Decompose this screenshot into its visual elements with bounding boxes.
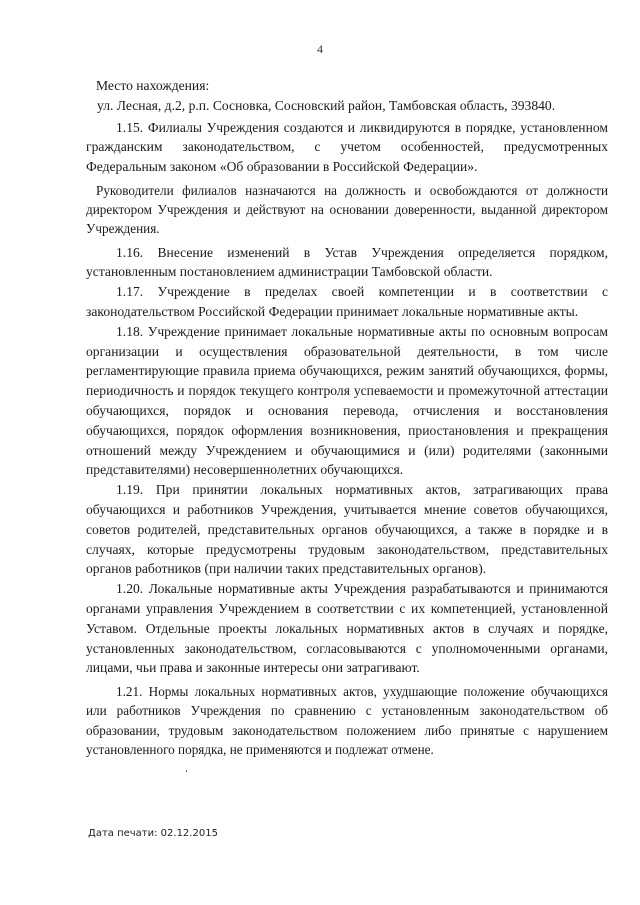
paragraph-1-18: 1.18. Учреждение принимает локальные нормативные акты по основным вопросам организации и осуществления образовательной деятельности, в том числе регламентирующие правила приема обучающихся, режим занятий обучающихся, формы, периодичность и порядок текущего контроля успеваемости и промежуточной аттестации обучающихся, порядок и основания перевода, отчисления и восстановления обучающихся, порядок оформления возникновения, приостановления и прекращения отношений между Учреждением и обучающимися и (или) родителями (законными представителями) несовершеннолетних обучающихся. [86,323,608,478]
scan-speck [186,770,187,772]
document-body [86,76,608,759]
paragraph-1-16: 1.16. Внесение изменений в Устав Учреждения определяется порядком, установленным постановлением администрации Тамбовской области. [86,244,608,280]
page-number: 4 [317,42,323,56]
paragraph-branch-heads: Руководители филиалов назначаются на должность и освобождаются от должности директором Учреждения и действуют на основании доверенности, выданной директором Учреждения. [86,182,608,237]
print-date-footer: Дата печати: 02.12.2015 [88,828,218,839]
paragraph-1-21: 1.21. Нормы локальных нормативных актов, ухудшающие положение обучающихся или работников Учреждения по сравнению с установленным законодательством об образовании, трудовым законодательством положением либо принятые с нарушением установленного порядка, не применяются и подлежат отмене. [86,684,608,757]
location-label: Место нахождения: [96,78,210,93]
paragraph-1-19: 1.19. При принятии локальных нормативных актов, затрагивающих права обучающихся и работников Учреждения, учитывается мнение советов обучающихся, советов родителей, представительных органов обучающихся, а также в порядке и в случаях, которые предусмотрены трудовым законодательством, представительных органов работников (при наличии таких представительных органов). [86,482,608,577]
address-text: ул. Лесная, д.2, р.п. Сосновка, Сосновский район, Тамбовская область, 393840. [97,97,556,113]
paragraph-1-17: 1.17. Учреждение в пределах своей компетенции и в соответствии с законодательством Российской Федерации принимает локальные нормативные акты. [86,284,608,319]
paragraph-1-15: 1.15. Филиалы Учреждения создаются и ликвидируются в порядке, установленном гражданским законодательством, с учетом особенностей, предусмотренных Федеральным законом «Об образовании в Российской Федерации». [86,119,608,175]
paragraph-1-20: 1.20. Локальные нормативные акты Учреждения разрабатываются и принимаются органами управления Учреждением в соответствии с их компетенцией, установленной Уставом. Отдельные проекты локальных нормативных актов в случаях и порядке, установленных законодательством, согласовываются с уполномоченными органами, лицами, чьи права и законные интересы они затрагивают. [86,581,608,676]
